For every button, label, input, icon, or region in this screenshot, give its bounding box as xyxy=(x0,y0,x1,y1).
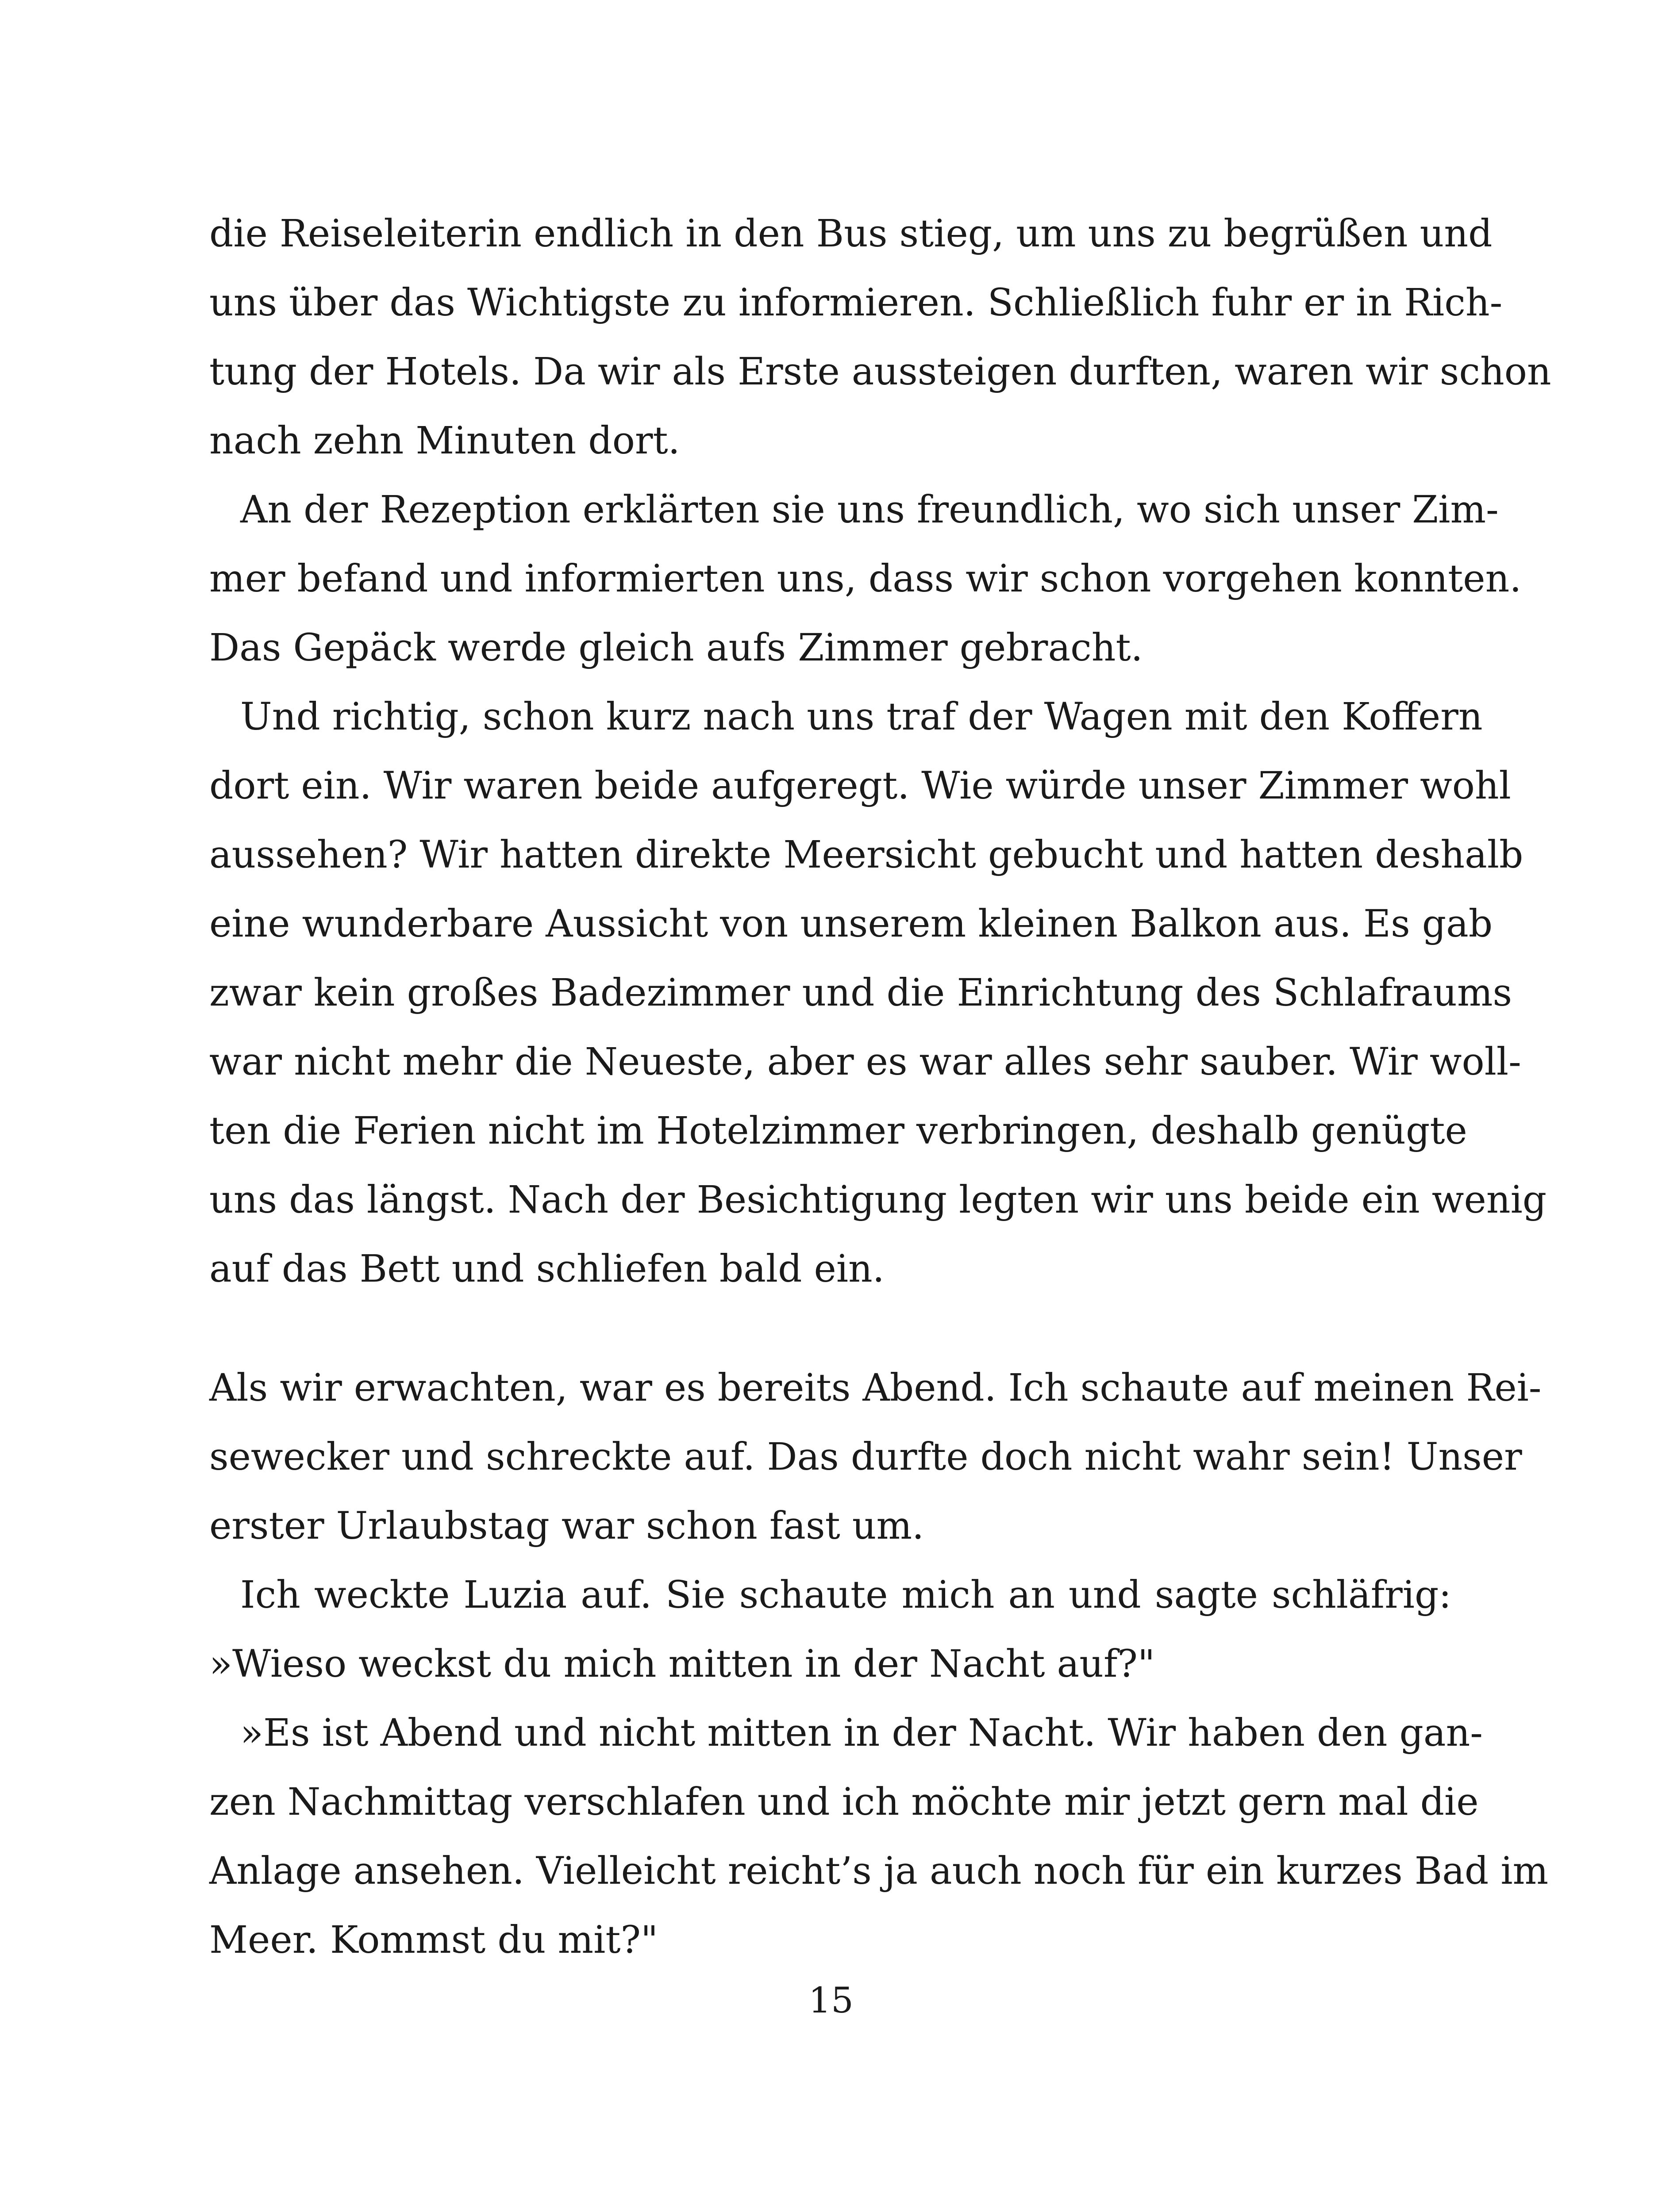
text-line: An der Rezeption erklärten sie uns freundlich, wo sich unser Zim- xyxy=(240,488,1499,532)
text-line: Und richtig, schon kurz nach uns traf der Wagen mit den Koffern xyxy=(240,695,1483,739)
text-line: zen Nachmittag verschlafen und ich möchte mir jetzt gern mal die xyxy=(209,1780,1479,1824)
body-text-bottom xyxy=(209,1354,1549,1975)
text-line: dort ein. Wir waren beide aufgeregt. Wie würde unser Zimmer wohl xyxy=(209,764,1511,808)
paragraph xyxy=(209,200,1551,476)
text-line: Das Gepäck werde gleich aufs Zimmer gebracht. xyxy=(209,626,1143,670)
text-line: sewecker und schreckte auf. Das durfte doch nicht wahr sein! Unser xyxy=(209,1435,1522,1479)
paragraph xyxy=(209,476,1522,683)
text-line: »Es ist Abend und nicht mitten in der Nacht. Wir haben den gan- xyxy=(240,1711,1483,1755)
paragraph xyxy=(209,683,1547,1304)
text-line: erster Urlaubstag war schon fast um. xyxy=(209,1504,924,1548)
paragraph xyxy=(209,1561,1451,1699)
text-line: Anlage ansehen. Vielleicht reicht’s ja auch noch für ein kurzes Bad im xyxy=(209,1849,1549,1893)
page-number: 15 xyxy=(808,1980,854,2021)
text-line: mer befand und informierten uns, dass wir schon vorgehen konnten. xyxy=(209,557,1522,601)
text-line: uns über das Wichtigste zu informieren. Schließlich fuhr er in Rich- xyxy=(209,281,1503,325)
paragraph xyxy=(209,1699,1549,1975)
text-line: ten die Ferien nicht im Hotelzimmer verbringen, deshalb genügte xyxy=(209,1109,1467,1153)
text-line: zwar kein großes Badezimmer und die Einrichtung des Schlafraums xyxy=(209,971,1512,1015)
text-line: Als wir erwachten, war es bereits Abend. Ich schaute auf meinen Rei- xyxy=(209,1366,1542,1410)
body-text-top xyxy=(209,200,1551,1304)
text-line: tung der Hotels. Da wir als Erste aussteigen durften, waren wir schon xyxy=(209,350,1551,394)
text-line: uns das längst. Nach der Besichtigung legten wir uns beide ein wenig xyxy=(209,1178,1547,1222)
text-line: Meer. Kommst du mit?" xyxy=(209,1918,658,1962)
text-line: auf das Bett und schliefen bald ein. xyxy=(209,1247,885,1291)
text-line: nach zehn Minuten dort. xyxy=(209,419,680,463)
text-line: aussehen? Wir hatten direkte Meersicht gebucht und hatten deshalb xyxy=(209,833,1524,877)
text-line: war nicht mehr die Neueste, aber es war alles sehr sauber. Wir woll- xyxy=(209,1040,1521,1084)
text-line: Ich weckte Luzia auf. Sie schaute mich an und sagte schläfrig: xyxy=(240,1573,1451,1617)
text-line: die Reiseleiterin endlich in den Bus stieg, um uns zu begrüßen und xyxy=(209,212,1493,256)
text-line: eine wunderbare Aussicht von unserem kleinen Balkon aus. Es gab xyxy=(209,902,1493,946)
paragraph xyxy=(209,1354,1542,1561)
text-line: »Wieso weckst du mich mitten in der Nacht auf?" xyxy=(209,1642,1155,1686)
